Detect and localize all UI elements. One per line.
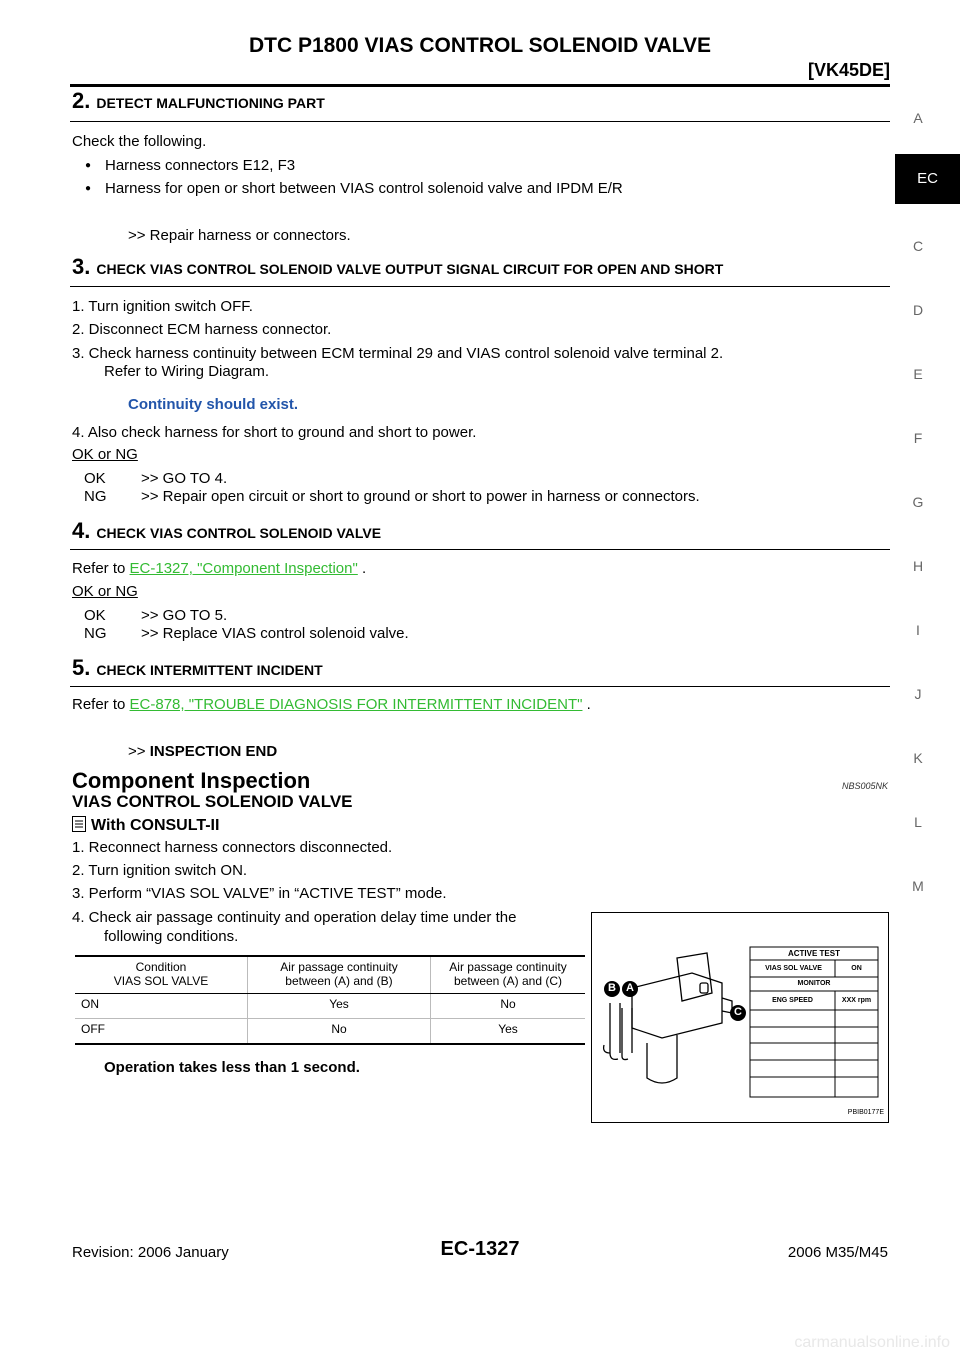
ok-result <box>84 607 227 625</box>
sidebar-item-a[interactable]: A <box>913 110 923 126</box>
refer-prefix: Refer to <box>72 560 130 577</box>
step-title: CHECK VIAS CONTROL SOLENOID VALVE OUTPUT SIGNAL CIRCUIT FOR OPEN AND SHORT <box>96 261 724 277</box>
step-rule <box>70 686 890 687</box>
ng-action: >> Repair open circuit or short to ground or short to power in harness or connectors. <box>141 488 700 505</box>
vias-valve-figure <box>591 912 889 1123</box>
list-item: 3. Check harness continuity between ECM terminal 29 and VIAS control solenoid valve terminal 2. <box>72 345 724 362</box>
ng-result <box>84 625 409 643</box>
eng-speed-label: ENG SPEED <box>772 997 813 1004</box>
spec-text: Continuity should exist. <box>128 396 299 413</box>
ok-label: OK <box>84 470 106 487</box>
bullet-item: ● Harness for open or short between VIAS control solenoid valve and IPDM E/R <box>105 180 623 198</box>
ok-or-ng-label: OK or NG <box>72 446 138 463</box>
sidebar-item-j[interactable]: J <box>914 686 922 702</box>
header-ab: Air passage continuity between (A) and (B) <box>248 957 431 994</box>
ok-or-ng-label: OK or NG <box>72 583 138 600</box>
sidebar-item-i[interactable]: I <box>916 622 920 638</box>
result-text: INSPECTION END <box>149 743 278 760</box>
header-ac: Air passage continuity between (A) and (C) <box>431 957 586 994</box>
step-title: CHECK VIAS CONTROL SOLENOID VALVE <box>96 525 382 541</box>
monitor-label: MONITOR <box>797 980 831 987</box>
page-number: EC-1327 <box>440 1238 520 1260</box>
sidebar-item-g[interactable]: G <box>912 494 924 510</box>
step-title: CHECK INTERMITTENT INCIDENT <box>96 662 323 678</box>
step-title: DETECT MALFUNCTIONING PART <box>96 95 325 111</box>
component-inspection-link[interactable]: EC-1327, "Component Inspection" <box>129 560 358 577</box>
list-item: 1. Turn ignition switch OFF. <box>72 298 253 315</box>
step-2-result: >> Repair harness or connectors. <box>128 227 351 244</box>
label-a: A <box>626 982 634 994</box>
label-b: B <box>608 982 616 994</box>
label-c: C <box>734 1006 742 1018</box>
refer-prefix: Refer to <box>72 696 130 713</box>
step-2-intro: Check the following. <box>72 133 207 150</box>
ng-action: >> Replace VIAS control solenoid valve. <box>141 625 409 642</box>
step-2-heading <box>72 88 325 114</box>
page-title: DTC P1800 VIAS CONTROL SOLENOID VALVE <box>248 34 712 57</box>
operation-note: Operation takes less than 1 second. <box>104 1059 360 1076</box>
figure-code: PBIB0177E <box>847 1109 884 1116</box>
refer-line <box>72 696 591 714</box>
list-item: 3. Perform “VIAS SOL VALVE” in “ACTIVE TEST” mode. <box>72 885 447 902</box>
list-item: 4. Also check harness for short to ground and short to power. <box>72 424 477 441</box>
step-5-heading <box>72 655 323 681</box>
ok-action: >> GO TO 5. <box>141 607 228 624</box>
sidebar-item-k[interactable]: K <box>913 750 923 766</box>
active-test-label: ACTIVE TEST <box>787 949 840 958</box>
step-4-heading <box>72 518 381 544</box>
header-condition: Condition VIAS SOL VALVE <box>75 957 248 994</box>
condition-table <box>75 955 585 1045</box>
step-5-result <box>128 743 277 761</box>
on-value: ON <box>851 965 862 972</box>
cell-ab: No <box>248 1019 431 1044</box>
step-number: 4. <box>72 518 91 543</box>
header-rule <box>70 84 890 87</box>
step-rule <box>70 549 890 550</box>
component-subtitle: VIAS CONTROL SOLENOID VALVE <box>72 792 353 811</box>
component-inspection-title: Component Inspection <box>72 768 311 793</box>
list-item: 2. Turn ignition switch ON. <box>72 862 248 879</box>
step-number: 2. <box>72 88 91 113</box>
bullet-item: ● Harness connectors E12, F3 <box>105 157 295 175</box>
list-item-continuation: Refer to Wiring Diagram. <box>104 363 270 380</box>
vias-sol-valve-label: VIAS SOL VALVE <box>765 965 822 972</box>
sidebar-item-c[interactable]: C <box>912 238 924 254</box>
intermittent-incident-link[interactable]: EC-878, "TROUBLE DIAGNOSIS FOR INTERMITTENT INCIDENT" <box>129 696 583 713</box>
step-3-heading <box>72 254 723 280</box>
cell-ac: Yes <box>431 1019 586 1044</box>
section-code: NBS005NK <box>841 781 888 791</box>
step-rule <box>70 121 890 122</box>
cell-ac: No <box>431 994 586 1019</box>
cell-condition: OFF <box>81 1022 105 1036</box>
list-item: 2. Disconnect ECM harness connector. <box>72 321 332 338</box>
consult-label: With CONSULT-II <box>91 817 220 834</box>
list-item: 1. Reconnect harness connectors disconnected. <box>72 839 393 856</box>
sidebar-item-h[interactable]: H <box>912 558 924 574</box>
consult-icon <box>72 816 86 832</box>
sidebar-item-e[interactable]: E <box>913 366 923 382</box>
ok-action: >> GO TO 4. <box>141 470 228 487</box>
table-row <box>75 994 585 1019</box>
list-item-continuation: following conditions. <box>104 928 239 945</box>
table-row <box>75 1019 585 1044</box>
refer-suffix: . <box>582 696 591 713</box>
refer-suffix: . <box>357 560 367 577</box>
cell-condition: ON <box>75 994 248 1019</box>
sidebar-item-d[interactable]: D <box>912 302 924 318</box>
ok-result <box>84 470 227 488</box>
consult-heading <box>72 816 219 835</box>
result-prefix: >> <box>128 743 150 760</box>
ng-label: NG <box>84 625 107 642</box>
cell-ab: Yes <box>248 994 431 1019</box>
list-item: 4. Check air passage continuity and operation delay time under the <box>72 909 517 926</box>
sidebar-item-f[interactable]: F <box>913 430 923 446</box>
engine-code: [VK45DE] <box>807 60 890 80</box>
sidebar-item-ec[interactable]: EC <box>895 154 960 204</box>
step-number: 3. <box>72 254 91 279</box>
sidebar-item-l[interactable]: L <box>914 814 922 830</box>
ok-label: OK <box>84 607 106 624</box>
model-text: 2006 M35/M45 <box>787 1244 888 1261</box>
watermark: carmanualsonline.info <box>794 1334 950 1351</box>
ng-label: NG <box>84 488 107 505</box>
rpm-value: XXX rpm <box>841 997 872 1004</box>
ng-result <box>84 488 700 506</box>
step-number: 5. <box>72 655 91 680</box>
revision-text: Revision: 2006 January <box>72 1244 229 1261</box>
sidebar-item-m[interactable]: M <box>912 878 924 894</box>
refer-line <box>72 560 366 578</box>
step-rule <box>70 286 890 287</box>
